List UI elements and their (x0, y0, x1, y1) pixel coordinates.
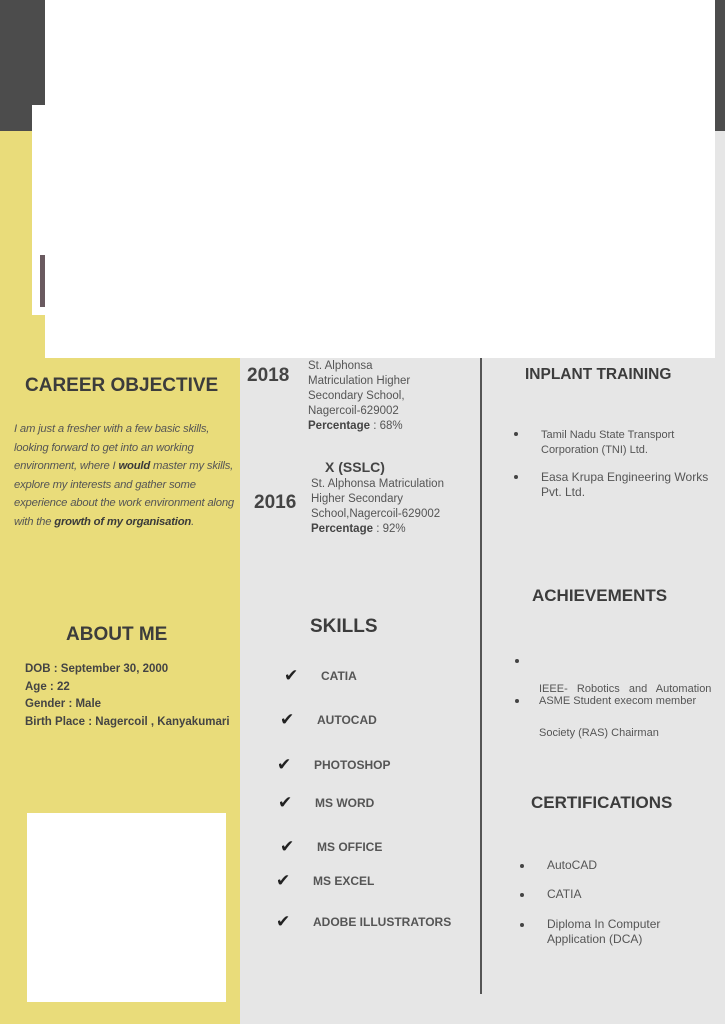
skill-item: ✔ MS EXCEL (276, 871, 375, 890)
school-line: Higher Secondary (311, 493, 404, 505)
education-year: 2018 (247, 365, 290, 386)
education-title: X (SSLC) (325, 459, 385, 475)
bullet-icon (520, 923, 524, 927)
bullet-icon (514, 432, 518, 436)
inplant-item: Tamil Nadu State Transport Corporation (TNI) Ltd. (541, 429, 675, 456)
achievements-heading: ACHIEVEMENTS (532, 586, 668, 605)
inplant-item: Easa Krupa Engineering Works Pvt. Ltd. (541, 470, 709, 499)
checkmark-icon: ✔ (276, 912, 291, 931)
certification-item: CATIA (547, 887, 582, 901)
skill-item: ✔ PHOTOSHOP (277, 755, 391, 774)
checkmark-icon: ✔ (278, 793, 293, 812)
checkmark-icon: ✔ (280, 837, 295, 856)
about-me-dob: DOB : September 30, 2000 (25, 663, 169, 675)
about-me-heading: ABOUT ME (66, 624, 168, 645)
skill-item: ✔ MS WORD (278, 793, 375, 812)
education-entry (311, 477, 476, 537)
school-line: Matriculation Higher (308, 375, 411, 387)
bullet-icon (515, 699, 519, 703)
bullet-icon (520, 893, 524, 897)
achievement-item: ASME Student execom member (539, 695, 697, 707)
checkmark-icon: ✔ (280, 710, 295, 729)
about-me-age: Age : 22 (25, 680, 70, 693)
skill-item: ✔ MS OFFICE (280, 837, 383, 856)
checkmark-icon: ✔ (276, 871, 291, 890)
bullet-icon (515, 659, 519, 663)
about-me-gender: Gender : Male (25, 698, 102, 711)
percentage: Percentage : 68% (308, 420, 403, 432)
certification-item: AutoCAD (547, 858, 598, 872)
skill-item: ✔ AUTOCAD (280, 710, 377, 729)
skill-item: ✔ ADOBE ILLUSTRATORS (276, 912, 452, 931)
about-me-birth-place: Birth Place : Nagercoil , Kanyakumari (25, 715, 230, 728)
bullet-icon (520, 864, 524, 868)
school-line: Nagercoil-629002 (308, 405, 399, 417)
career-objective-text: I am just a fresher with a few basic skills, looking forward to get into an working environment, where I would master my skills, explore my interests and gather some experience about the work environment along with the growth of my organisation. (14, 423, 234, 528)
school-line: St. Alphonsa (308, 360, 373, 372)
inplant-training-heading: INPLANT TRAINING (525, 366, 672, 383)
about-me-list (25, 661, 230, 731)
certification-item: Diploma In Computer Application (DCA) (547, 917, 661, 946)
column-divider (480, 358, 482, 994)
certifications-heading: CERTIFICATIONS (531, 793, 673, 812)
education-year: 2016 (254, 492, 297, 513)
school-line: School,Nagercoil-629002 (311, 508, 441, 520)
skills-heading: SKILLS (310, 616, 378, 637)
career-objective-heading: CAREER OBJECTIVE (25, 375, 219, 396)
school-line: Secondary School, (308, 390, 405, 402)
school-line: St. Alphonsa Matriculation (311, 478, 444, 490)
checkmark-icon: ✔ (277, 755, 292, 774)
redacted-area (27, 813, 226, 1002)
redacted-header-area (45, 0, 715, 358)
achievement-item: IEEE- Robotics and Automation Society (RAS) Chairman (539, 683, 712, 739)
bullet-icon (514, 475, 518, 479)
checkmark-icon: ✔ (284, 666, 299, 685)
skill-item: ✔ CATIA (284, 666, 357, 685)
education-entry (308, 359, 473, 434)
percentage: Percentage : 92% (311, 523, 406, 535)
